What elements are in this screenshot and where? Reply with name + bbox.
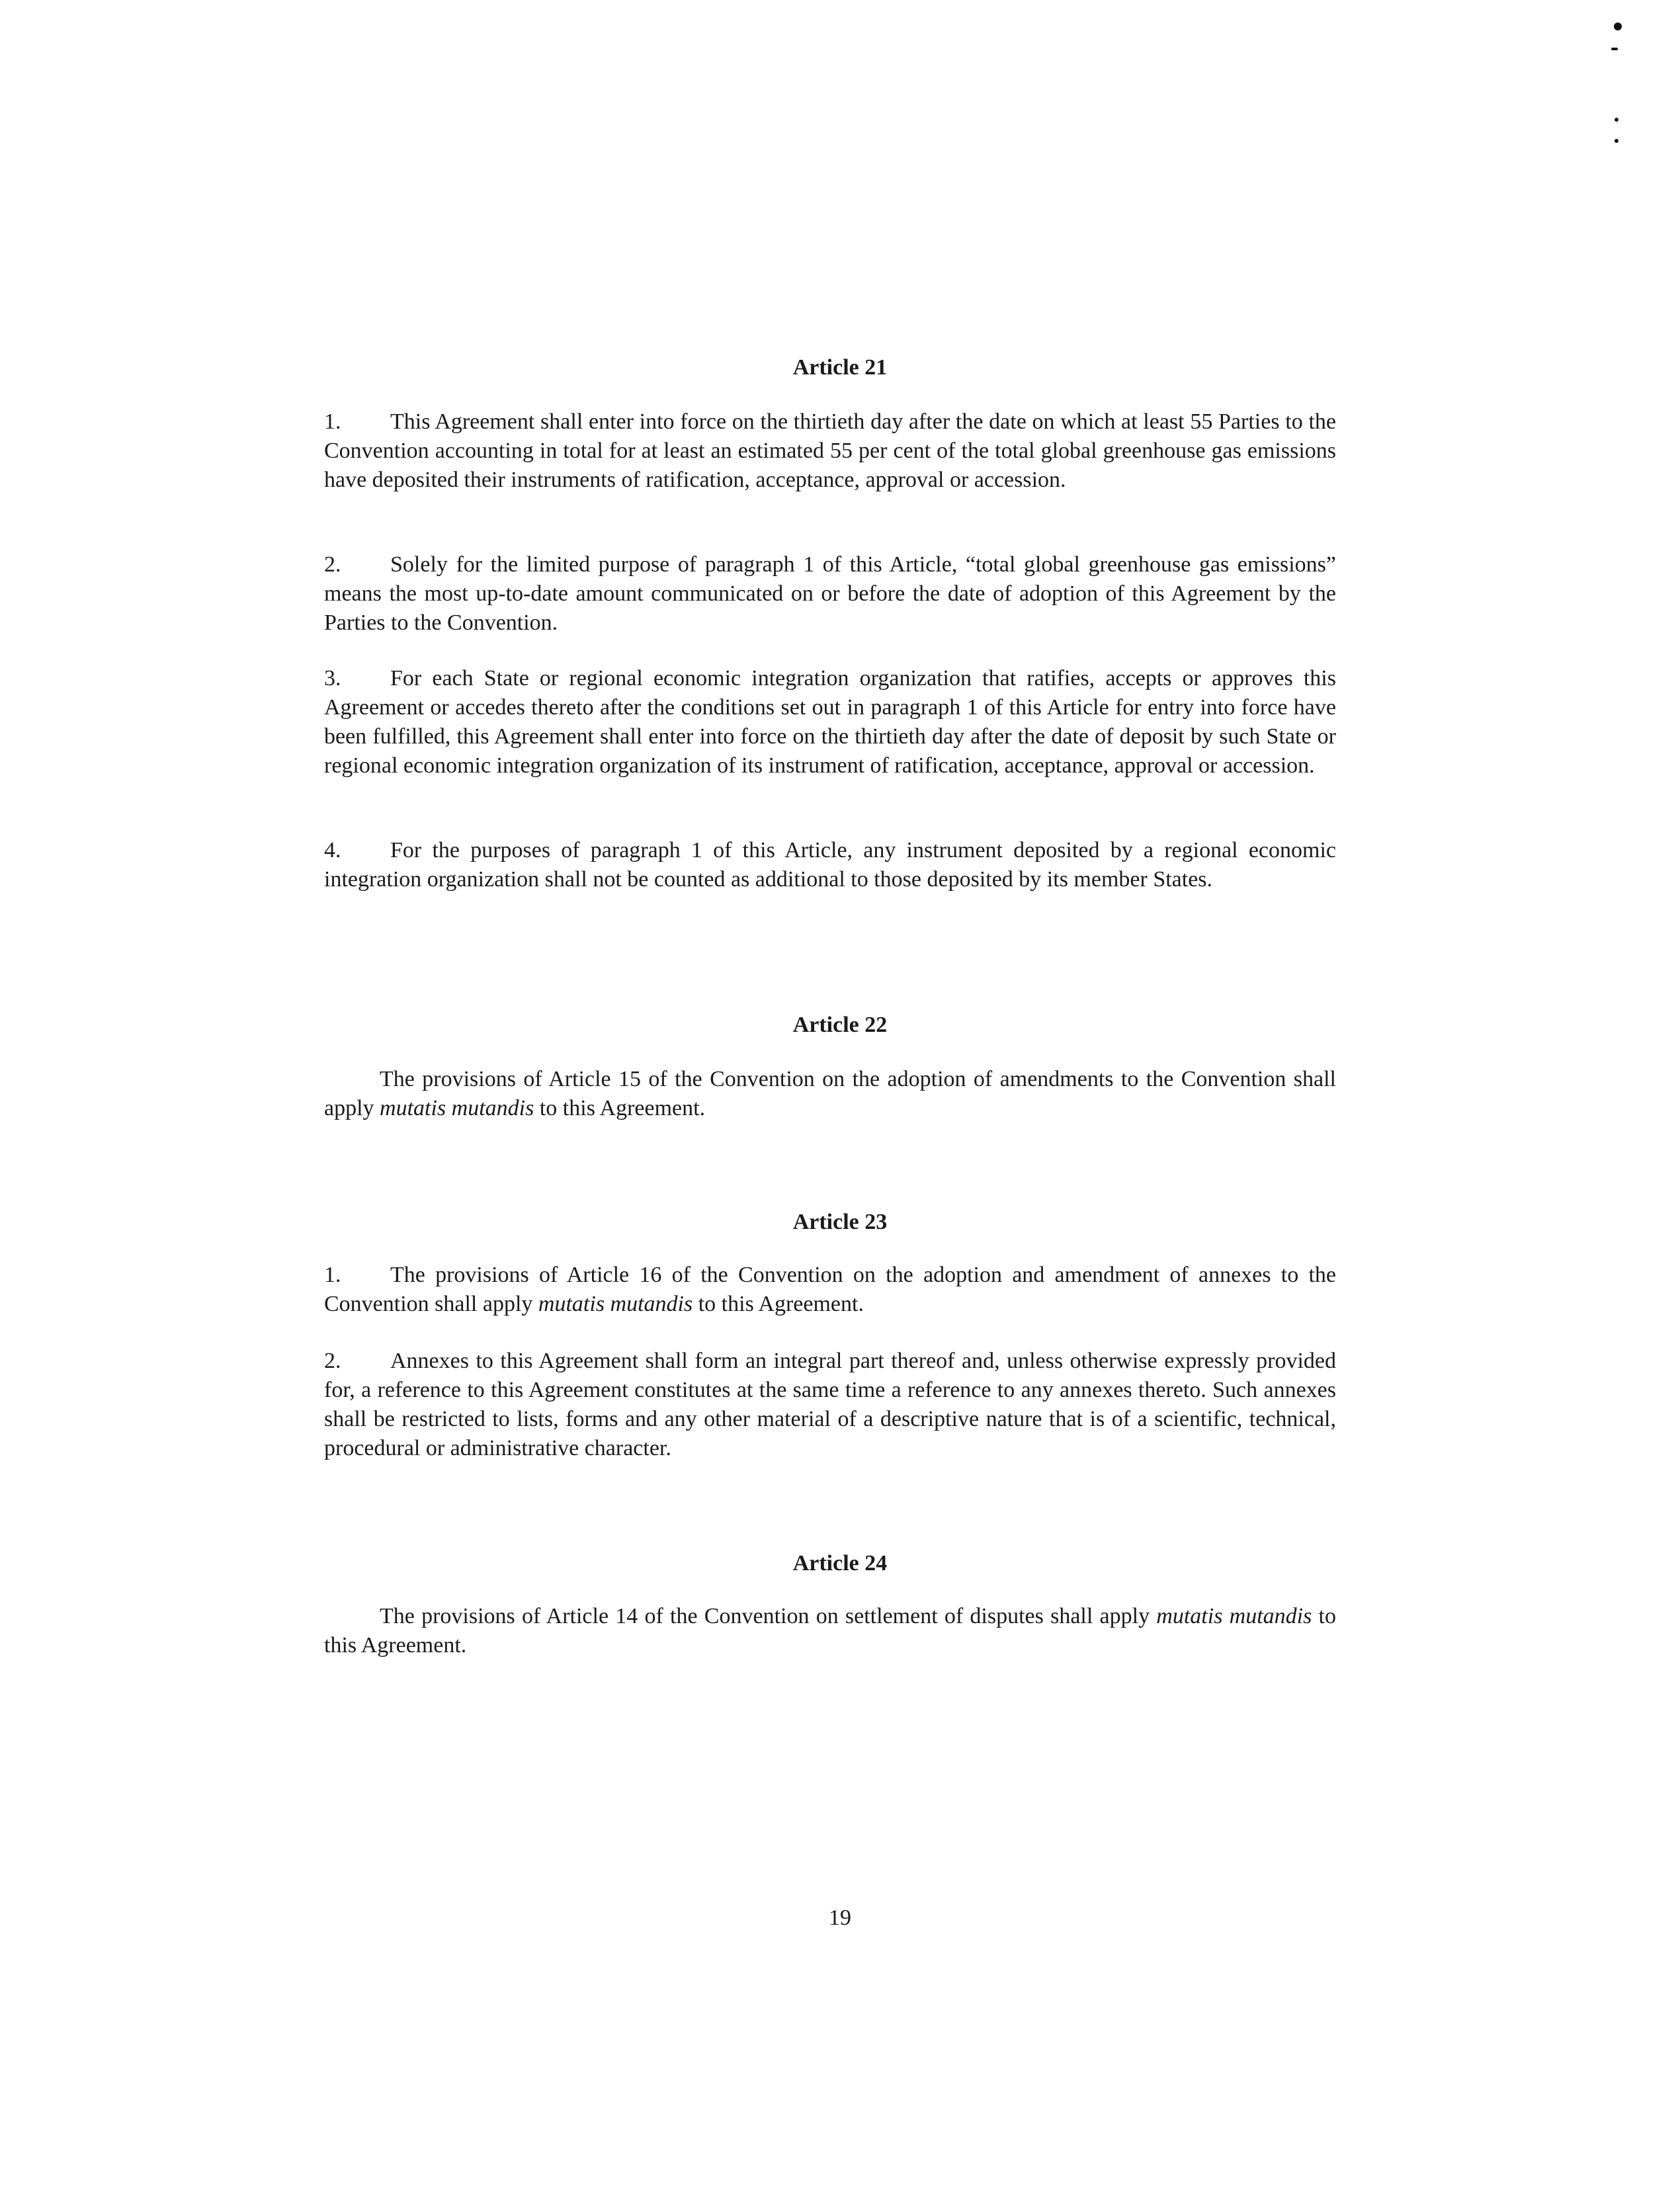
article-24-paragraph (324, 1602, 1336, 1660)
paragraph-number: 1. (324, 1263, 341, 1287)
paragraph-text: Annexes to this Agreement shall form an integral part thereof and, unless otherwise expressly provided for, a reference to this Agreement constitutes at the same time a reference to any annexes thereto. Such annexes shall be restricted to lists, forms and any other material of a descriptive nature that is of a scientific, technical, procedural or administrative character. (324, 1349, 1336, 1460)
paragraph-text: The provisions of Article 14 of the Convention on settlement of disputes shall apply (380, 1604, 1157, 1628)
paragraph-number: 2. (324, 1349, 341, 1373)
article-21-heading: Article 21 (792, 355, 888, 380)
italic-phrase: mutatis mutandis (538, 1292, 693, 1316)
paragraph-text: For each State or regional economic integration organization that ratifies, accepts or approves this Agreement or accedes thereto after the conditions set out in paragraph 1 of this Article for entry into force have been fulfilled, this Agreement shall enter into force on the thirtieth day after the date of deposit by such State or regional economic integration organization of its instrument of ratification, acceptance, approval or accession. (324, 666, 1336, 778)
article-21-paragraph-2 (324, 550, 1336, 638)
scan-speck (1615, 118, 1618, 122)
article-22-heading: Article 22 (792, 1013, 888, 1037)
italic-phrase: mutatis mutandis (380, 1096, 534, 1120)
article-21-paragraph-1 (324, 407, 1336, 495)
article-21-paragraph-4 (324, 836, 1336, 894)
paragraph-number: 4. (324, 838, 341, 862)
article-23-heading: Article 23 (792, 1210, 888, 1234)
paragraph-text: to this Agreement. (324, 1604, 1336, 1658)
article-21-paragraph-3 (324, 664, 1336, 780)
paragraph-text: Solely for the limited purpose of paragraph 1 of this Article, “total global greenhouse gas emissions” means the most up-to-date amount communicated on or before the date of adoption of this Agreement by the Parties to the Convention. (324, 552, 1336, 635)
paragraph-text: The provisions of Article 15 of the Convention on the adoption of amendments to the Convention shall apply (324, 1067, 1336, 1120)
paragraph-text: This Agreement shall enter into force on the thirtieth day after the date on which at least 55 Parties to the Convention accounting in total for at least an estimated 55 per cent of the total global greenhouse gas emissions have deposited their instruments of ratification, acceptance, approval or accession. (324, 409, 1336, 492)
paragraph-number: 3. (324, 666, 341, 691)
article-24-heading: Article 24 (792, 1551, 888, 1576)
scan-speck (1614, 22, 1622, 30)
scan-speck (1611, 48, 1618, 50)
paragraph-text: to this Agreement. (534, 1096, 706, 1120)
paragraph-number: 2. (324, 552, 341, 577)
article-22-paragraph (324, 1065, 1336, 1123)
article-23-paragraph-1 (324, 1261, 1336, 1319)
paragraph-text: to this Agreement. (693, 1292, 864, 1316)
paragraph-number: 1. (324, 409, 341, 434)
scan-speck (1615, 139, 1618, 143)
paragraph-text: The provisions of Article 16 of the Convention on the adoption and amendment of annexes to the Convention shall apply (324, 1263, 1336, 1316)
article-23-paragraph-2 (324, 1347, 1336, 1463)
page-number: 19 (829, 1906, 851, 1930)
paragraph-text: For the purposes of paragraph 1 of this Article, any instrument deposited by a regional economic integration organization shall not be counted as additional to those deposited by its member States. (324, 838, 1336, 892)
italic-phrase: mutatis mutandis (1156, 1604, 1312, 1628)
